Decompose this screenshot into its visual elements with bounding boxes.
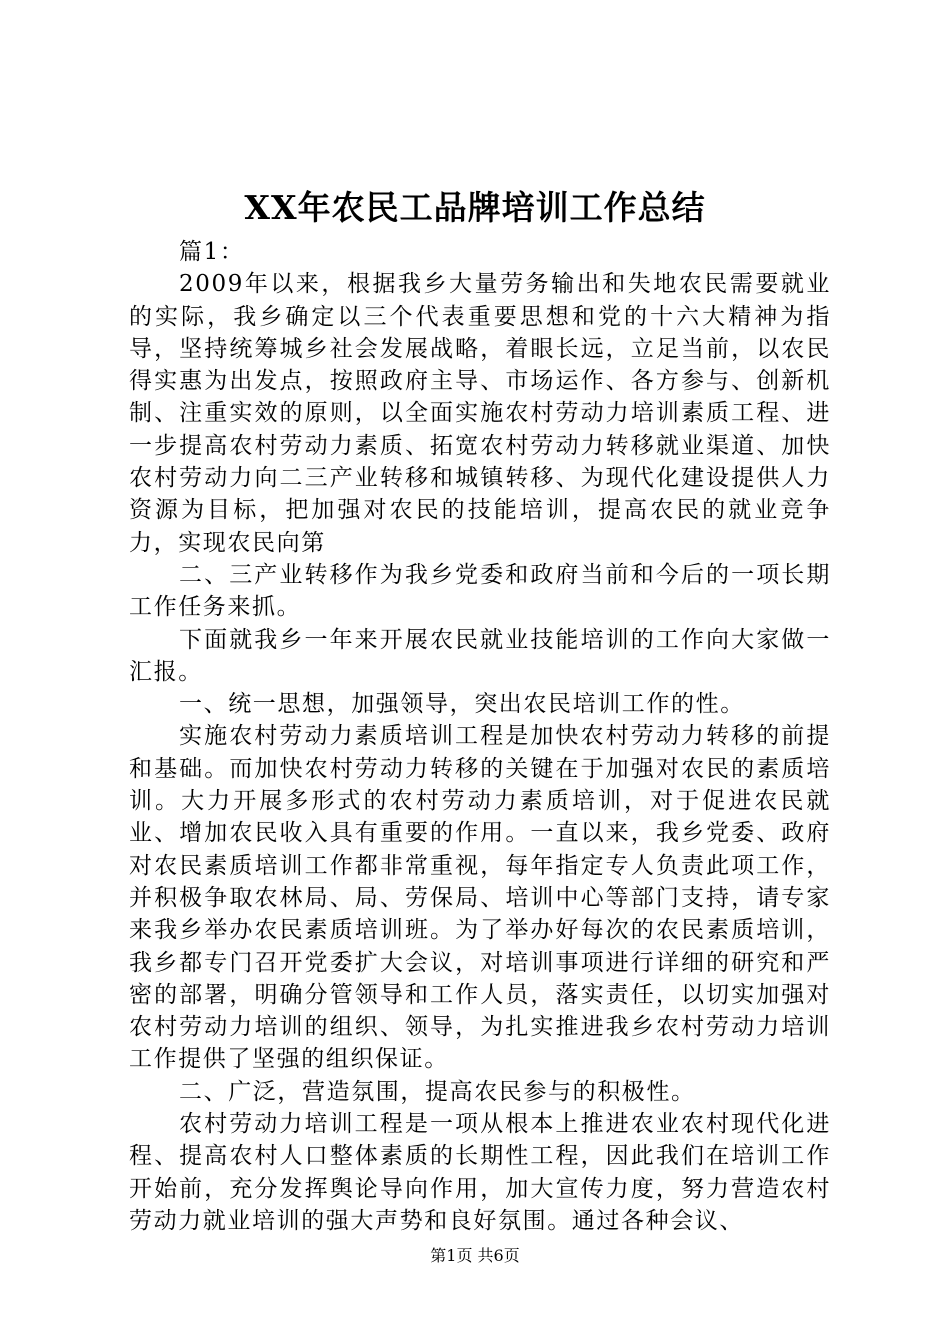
section-heading-one: 一、统一思想，加强领导，突出农民培训工作的性。 (179, 691, 745, 718)
paragraph-intro-continued: 二、三产业转移作为我乡党委和政府当前和今后的一项长期工作任务来抓。 (129, 561, 831, 621)
page-footer: 第1页 共6页 (430, 1246, 520, 1265)
document-title: XX年农民工品牌培训工作总结 (244, 188, 706, 227)
section-heading-two: 二、广泛，营造氛围，提高农民参与的积极性。 (179, 1078, 696, 1105)
paragraph-section-label: 篇1： (179, 239, 245, 265)
paragraph-intro: 2009年以来，根据我乡大量劳务输出和失地农民需要就业的实际，我乡确定以三个代表重要思想和党的十六大精神为指导，坚持统筹城乡社会发展战略，着眼长远，立足当前，以农民得实惠为出发点，按照政府主导、市场运作、各方参与、创新机制、注重实效的原则，以全面实施农村劳动力培训素质工程、进一步提高农村劳动力素质、拓宽农村劳动力转移就业渠道、加快农村劳动力向二三产业转移和城镇转移、为现代化建设提供人力资源为目标，把加强对农民的技能培训，提高农民的就业竞争力，实现农民向第 (129, 271, 831, 556)
paragraph-section-one: 实施农村劳动力素质培训工程是加快农村劳动力转移的前提和基础。而加快农村劳动力转移的关键在于加强对农民的素质培训。大力开展多形式的农村劳动力素质培训，对于促进农民就业、增加农民收入具有重要的作用。一直以来，我乡党委、政府对农民素质培训工作都非常重视，每年指定专人负责此项工作，并积极争取农林局、局、劳保局、培训中心等部门支持，请专家来我乡举办农民素质培训班。为了举办好每次的农民素质培训，我乡都专门召开党委扩大会议，对培训事项进行详细的研究和严密的部署，明确分管领导和工作人员，落实责任，以切实加强对农村劳动力培训的组织、领导，为扎实推进我乡农村劳动力培训工作提供了坚强的组织保证。 (129, 723, 831, 1073)
paragraph-section-two: 农村劳动力培训工程是一项从根本上推进农业农村现代化进程、提高农村人口整体素质的长期性工程，因此我们在培训工作开始前，充分发挥舆论导向作用，加大宣传力度，努力营造农村劳动力就业培训的强大声势和良好氛围。通过各种会议、 (129, 1111, 831, 1234)
paragraph-report-lead: 下面就我乡一年来开展农民就业技能培训的工作向大家做一汇报。 (129, 626, 831, 685)
document-body (129, 236, 831, 1237)
